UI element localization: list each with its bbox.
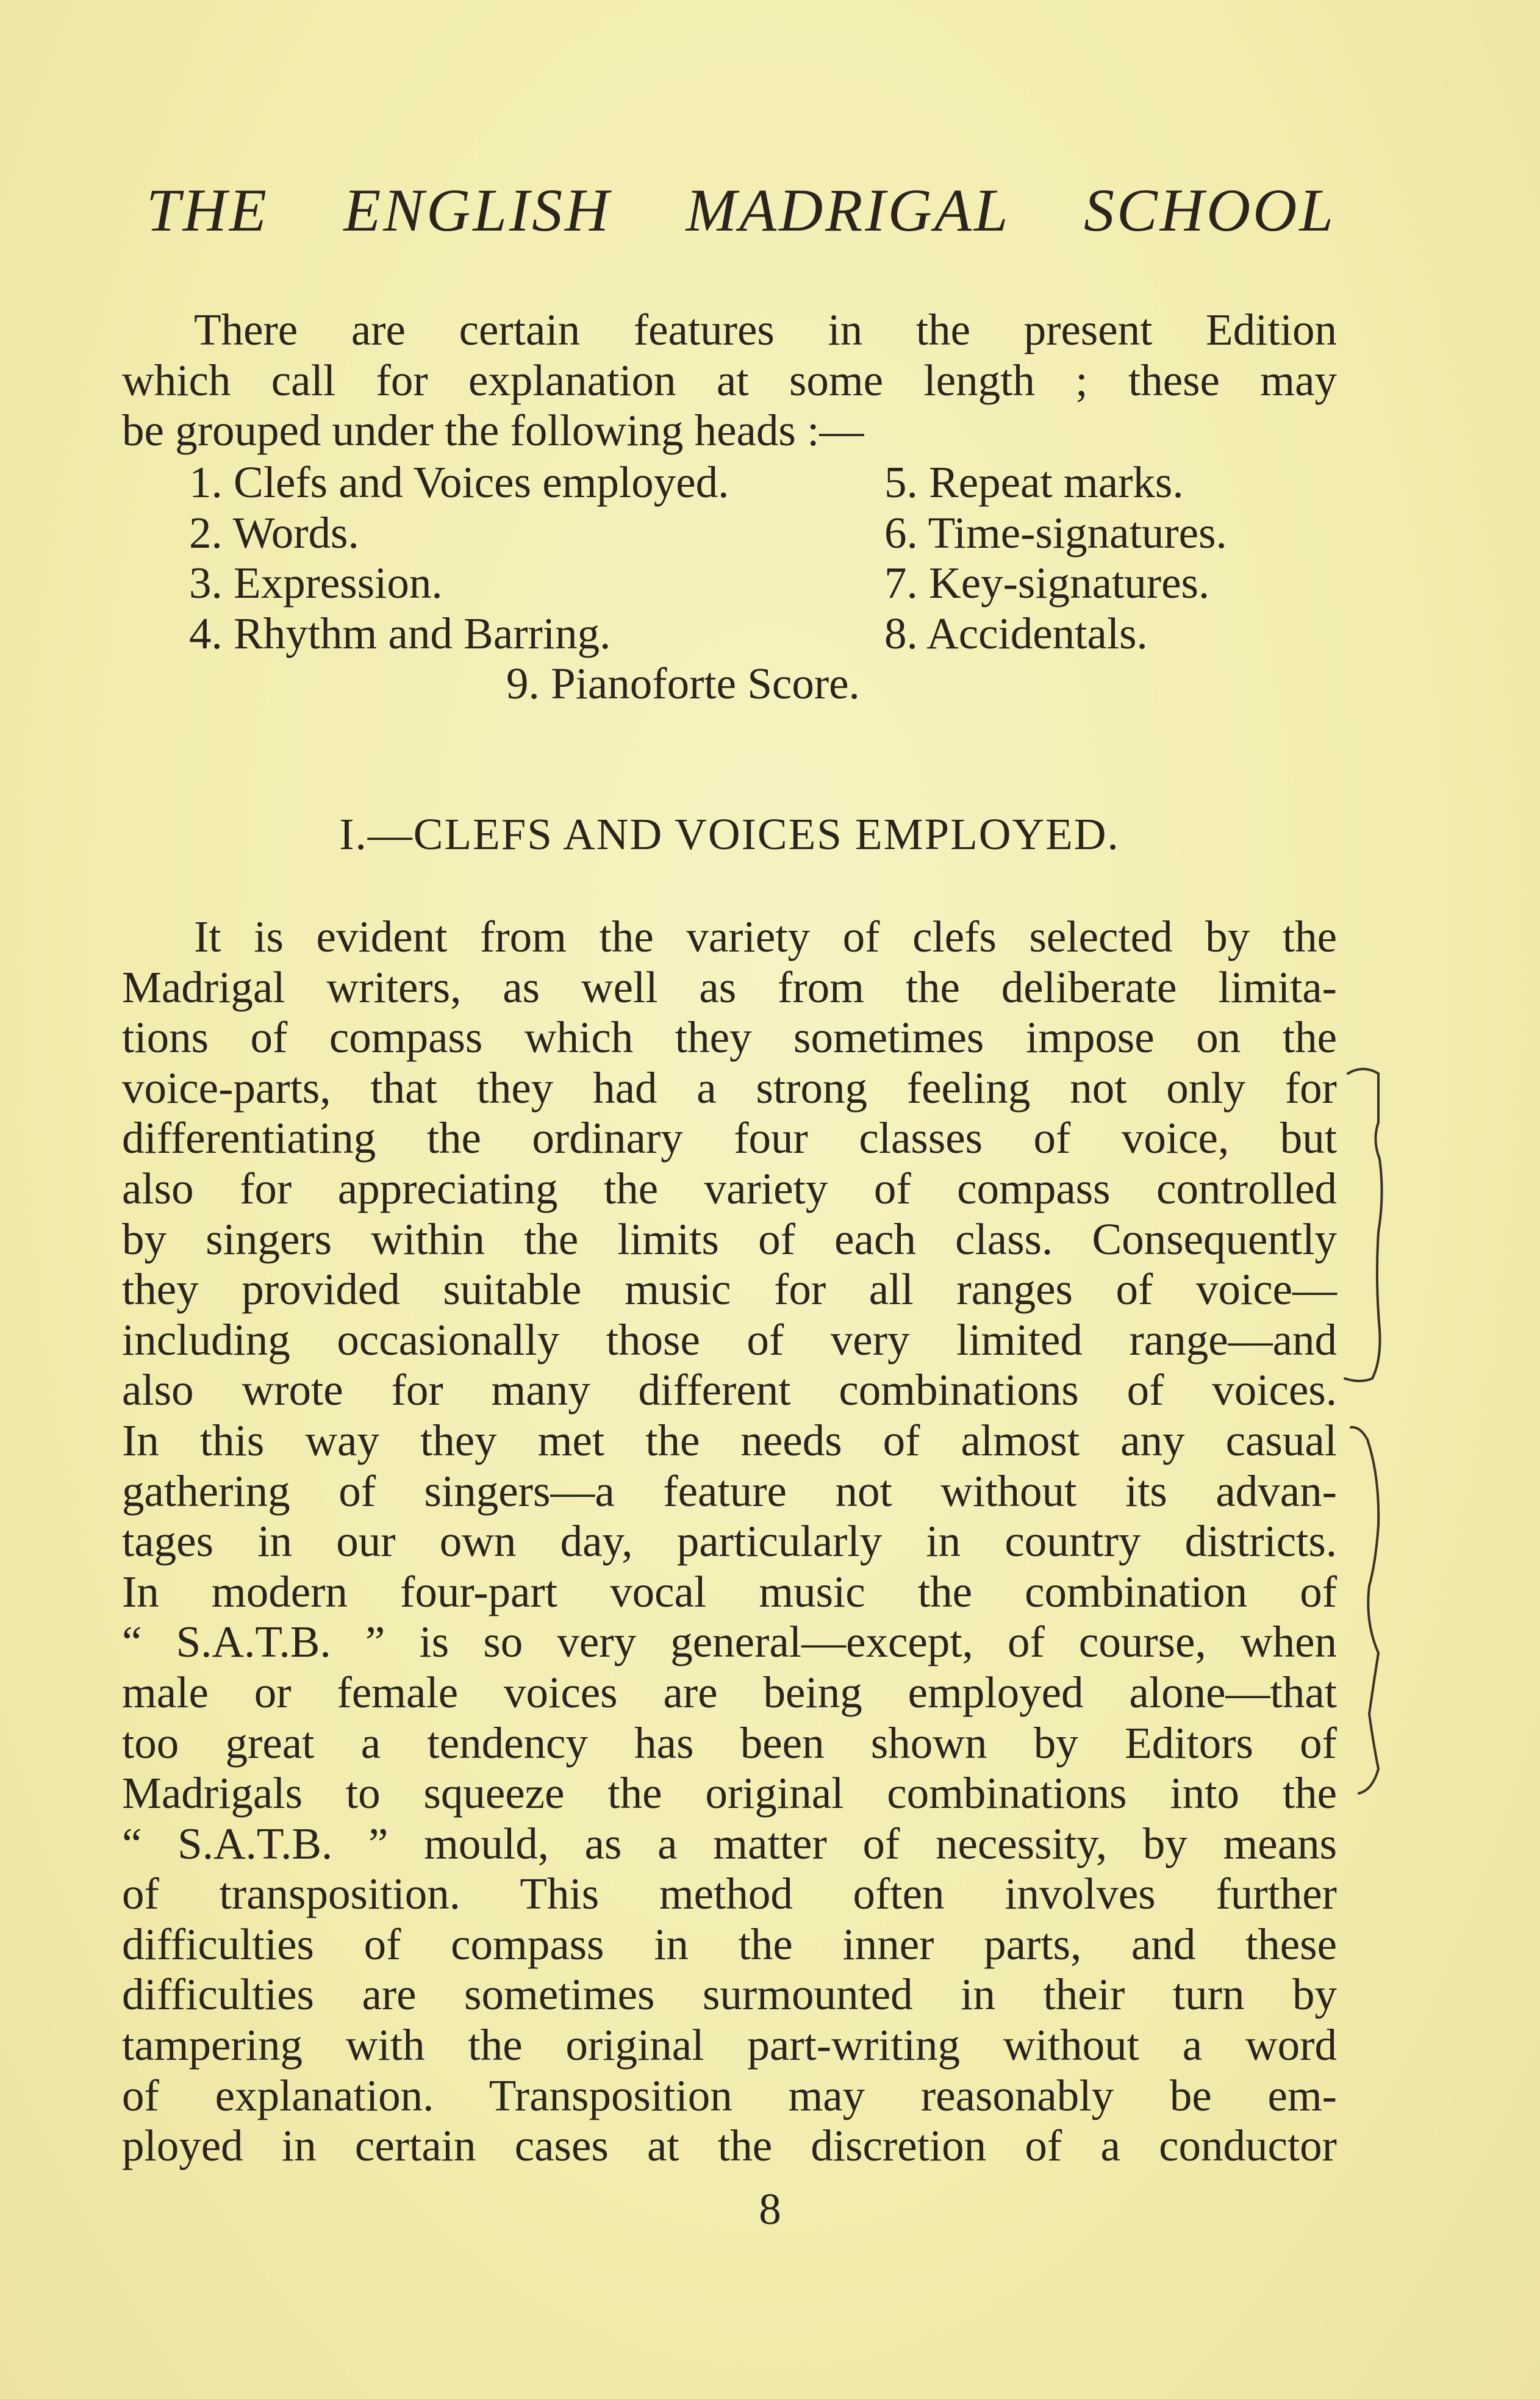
head-item: 1. Clefs and Voices employed.	[189, 457, 729, 507]
body-line: Madrigal writers, as well as from the deliberate limita-	[122, 962, 1337, 1012]
body-line: they provided suitable music for all ranges of voice—	[122, 1264, 1337, 1314]
section-heading: I.—CLEFS AND VOICES EMPLOYED.	[339, 809, 1120, 859]
head-item: 4. Rhythm and Barring.	[189, 608, 611, 658]
head-item: 8. Accidentals.	[884, 608, 1148, 658]
running-head: THE ENGLISH MADRIGAL SCHOOL	[146, 176, 1336, 244]
head-item: 2. Words.	[189, 507, 359, 558]
intro-line: There are certain features in the present Edition	[194, 305, 1337, 354]
body-line: also wrote for many different combinations of voices.	[122, 1365, 1337, 1415]
body-line: difficulties are sometimes surmounted in their turn by	[122, 1970, 1337, 2020]
heads-row	[189, 508, 1348, 559]
body-line: differentiating the ordinary four classes of voice, but	[122, 1113, 1337, 1163]
body-line: “ S.A.T.B. ” is so very general—except, of course, when	[122, 1617, 1337, 1667]
head-item: 5. Repeat marks.	[884, 457, 1184, 507]
head-item: 9. Pianoforte Score.	[506, 659, 860, 709]
heads-list	[189, 457, 1348, 709]
heads-row	[189, 558, 1348, 609]
body-line: of explanation. Transposition may reasonably be em-	[122, 2070, 1337, 2120]
heads-row	[189, 609, 1348, 659]
heads-row	[189, 457, 1348, 508]
body-line: ployed in certain cases at the discretion of a conductor	[122, 2121, 1337, 2171]
body-line: including occasionally those of very limited range—and	[122, 1314, 1337, 1364]
pencil-bracket-lower	[1351, 1427, 1378, 1793]
body-line: of transposition. This method often involves further	[122, 1869, 1337, 1919]
body-line: gathering of singers—a feature not without its advan-	[122, 1466, 1337, 1516]
body-line: by singers within the limits of each class. Consequently	[122, 1214, 1337, 1264]
body-line: “ S.A.T.B. ” mould, as a matter of necessity, by means	[122, 1818, 1337, 1868]
body-line: too great a tendency has been shown by Editors of	[122, 1718, 1337, 1768]
body-line: In modern four-part vocal music the combination of	[122, 1566, 1337, 1616]
intro-line: which call for explanation at some length ; these may	[122, 355, 1337, 405]
body-line: tions of compass which they sometimes impose on the	[122, 1013, 1337, 1063]
head-item: 3. Expression.	[189, 558, 443, 608]
body-line: also for appreciating the variety of compass controlled	[122, 1163, 1337, 1213]
body-paragraph	[122, 912, 1337, 2171]
body-line: It is evident from the variety of clefs selected by the	[194, 912, 1337, 961]
intro-line: be grouped under the following heads :—	[122, 406, 864, 456]
page-number: 8	[759, 2184, 781, 2234]
intro-paragraph	[122, 305, 1337, 456]
body-line: Madrigals to squeeze the original combinations into the	[122, 1768, 1337, 1818]
pencil-bracket-upper	[1345, 1069, 1382, 1382]
body-line: tages in our own day, particularly in country districts.	[122, 1516, 1337, 1566]
body-line: voice-parts, that they had a strong feeling not only for	[122, 1063, 1337, 1113]
pencil-bracket-marks	[1336, 1037, 1421, 1830]
body-line: In this way they met the needs of almost any casual	[122, 1415, 1337, 1465]
body-line: male or female voices are being employed alone—that	[122, 1667, 1337, 1717]
body-line: difficulties of compass in the inner parts, and these	[122, 1919, 1337, 1969]
head-item: 7. Key-signatures.	[884, 558, 1210, 608]
heads-row	[189, 659, 1348, 709]
head-item: 6. Time-signatures.	[884, 507, 1227, 558]
body-line: tampering with the original part-writing without a word	[122, 2020, 1337, 2070]
